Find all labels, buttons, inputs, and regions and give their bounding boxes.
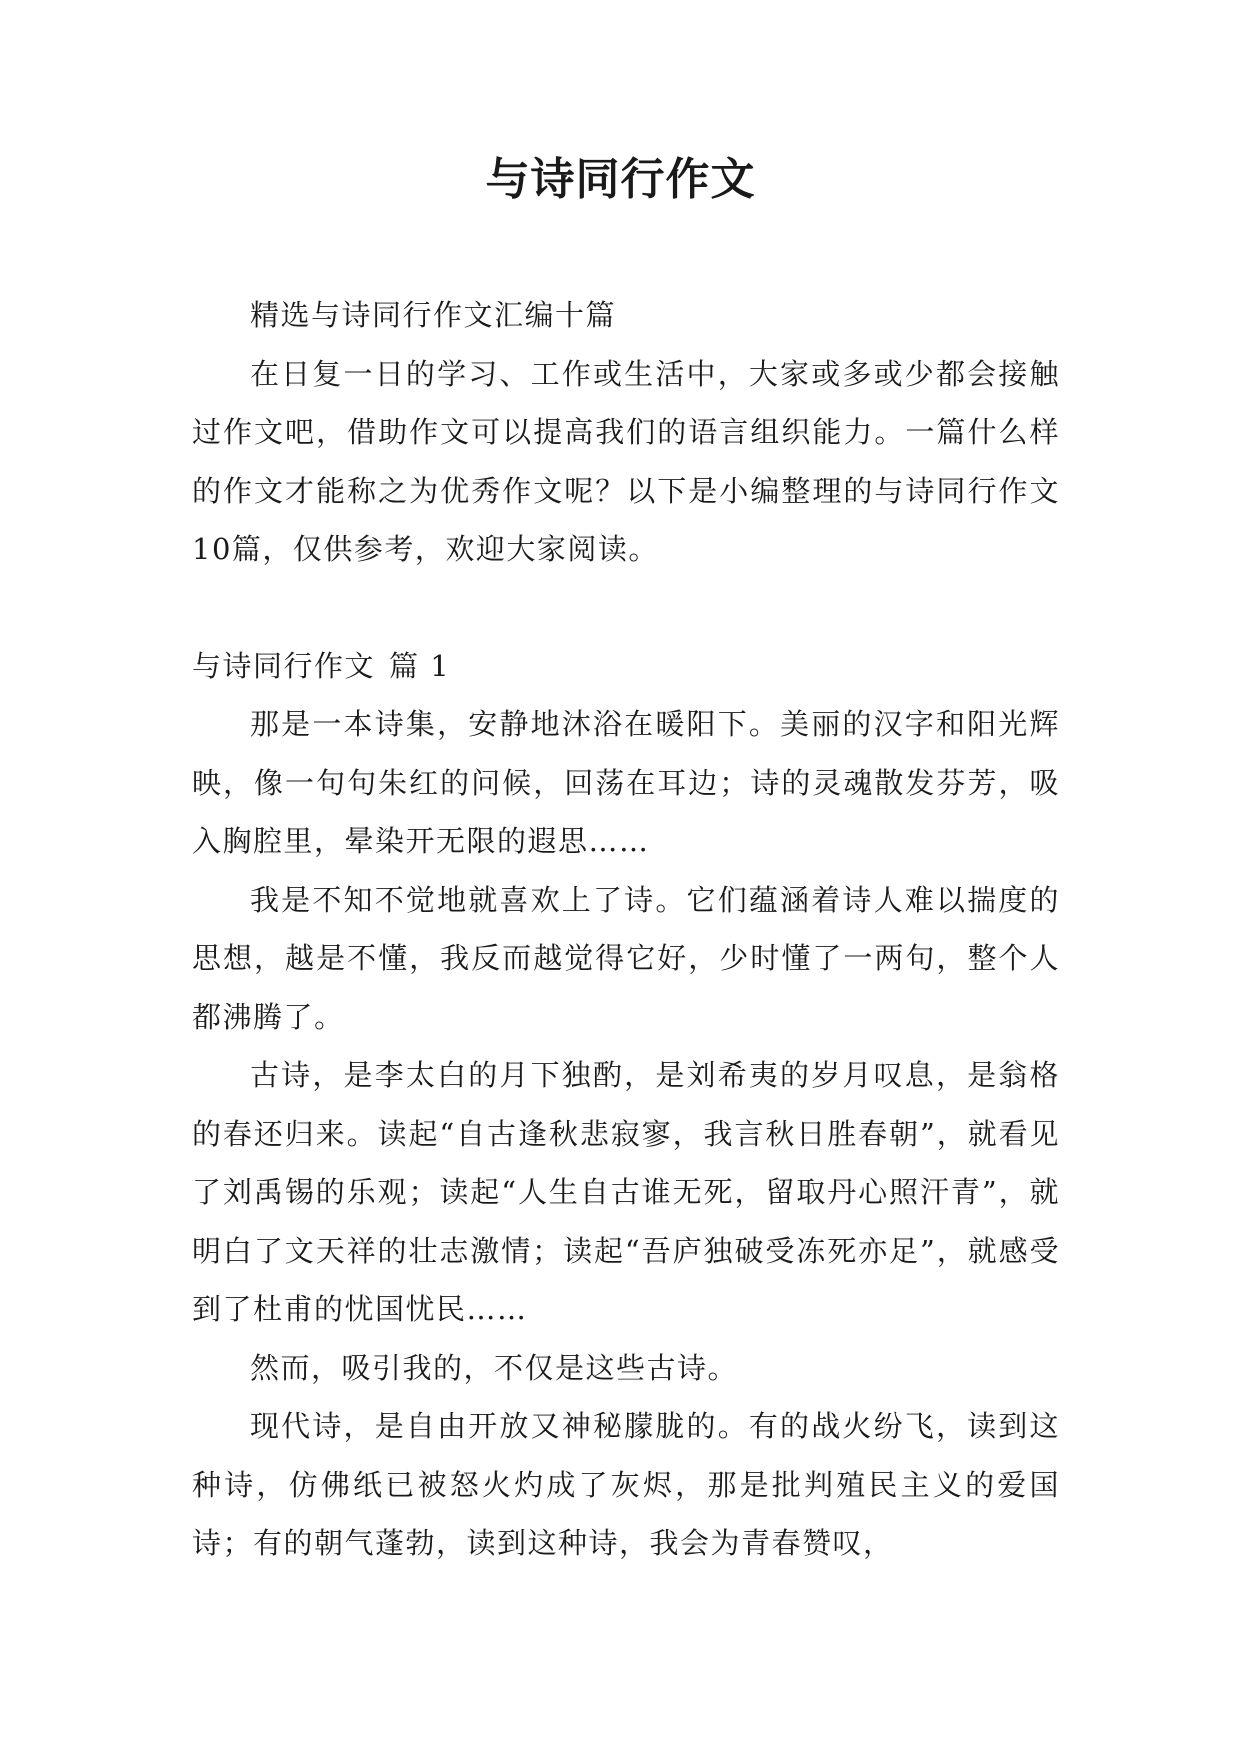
section-heading: [192, 637, 1060, 696]
section-number: 篇 1: [389, 648, 451, 683]
intro-paragraph: 在日复一日的学习、工作或生活中，大家或多或少都会接触过作文吧，借助作文可以提高我们的语言组织能力。一篇什么样的作文才能称之为优秀作文呢？以下是小编整理的与诗同行作文10篇，仅供参考，欢迎大家阅读。: [192, 356, 1060, 566]
document-subtitle: 精选与诗同行作文汇编十篇: [250, 298, 617, 332]
body-paragraph: 现代诗，是自由开放又神秘朦胧的。有的战火纷飞，读到这种诗，仿佛纸已被怒火灼成了灰烬，那是批判殖民主义的爱国诗；有的朝气蓬勃，读到这种诗，我会为青春赞叹，: [192, 1409, 1060, 1560]
document-title: 与诗同行作文: [485, 154, 756, 205]
section-heading-text: 与诗同行作文: [192, 648, 376, 683]
body-paragraph: 古诗，是李太白的月下独酌，是刘希夷的岁月叹息，是翁格的春还归来。读起“自古逢秋悲寂寥，我言秋日胜春朝”，就看见了刘禹锡的乐观；读起“人生自古谁无死，留取丹心照汗青”，就明白了文天祥的壮志激情；读起“吾庐独破受冻死亦足”，就感受到了杜甫的忧国忧民……: [192, 1058, 1060, 1326]
body-paragraph: 然而，吸引我的，不仅是这些古诗。: [250, 1350, 739, 1385]
body-paragraph: 我是不知不觉地就喜欢上了诗。它们蕴涵着诗人难以揣度的思想，越是不懂，我反而越觉得它好，少时懂了一两句，整个人都沸腾了。: [192, 882, 1060, 1034]
document-body: [192, 286, 1060, 1573]
body-paragraph: 那是一本诗集，安静地沐浴在暖阳下。美丽的汉字和阳光辉映，像一句句朱红的问候，回荡在耳边；诗的灵魂散发芬芳，吸入胸腔里，晕染开无限的遐思……: [192, 707, 1060, 858]
